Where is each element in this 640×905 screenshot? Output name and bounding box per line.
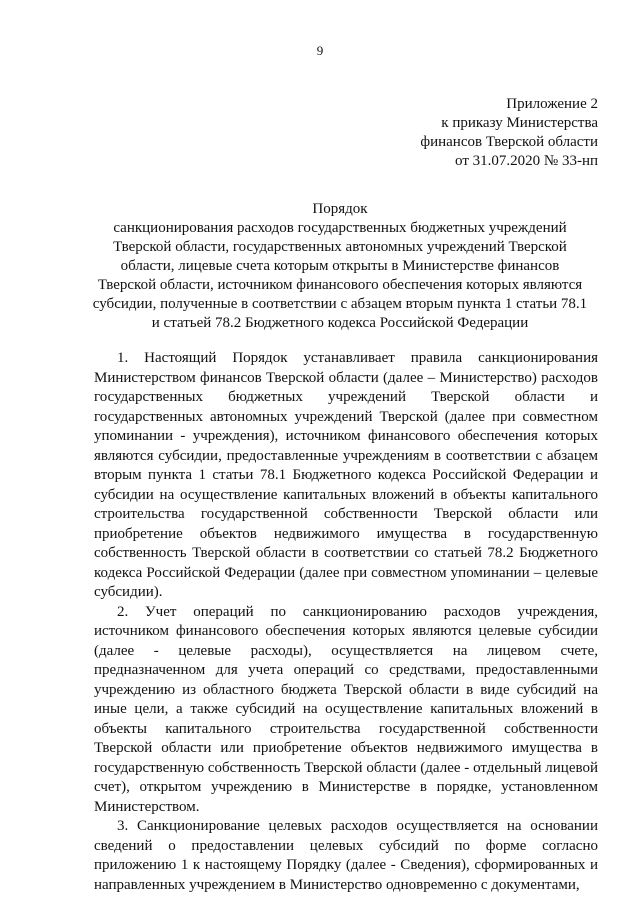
title-line: субсидии, полученные в соответствии с абзацем вторым пункта 1 статьи 78.1 <box>92 296 588 312</box>
appendix-line: финансов Тверской области <box>420 134 598 150</box>
title-line: Тверской области, источником финансового обеспечения которых являются <box>97 277 583 293</box>
appendix-line: Приложение 2 <box>506 96 598 112</box>
title-line: области, лицевые счета которым открыты в Министерстве финансов <box>120 258 560 274</box>
title-line: санкционирования расходов государственных бюджетных учреждений <box>113 220 567 236</box>
title-line: Порядок <box>312 201 368 217</box>
title-line: Тверской области, государственных автономных учреждений Тверской <box>113 239 567 255</box>
document-body <box>94 349 598 895</box>
appendix-block <box>298 95 598 171</box>
paragraph-1: 1. Настоящий Порядок устанавливает правила санкционирования Министерством финансов Тверской области (далее – Министерство) расходов государственных бюджетных учреждений Тверской области и государственных автономных учреждений Тверской (далее при совместном упоминании - учреждения), источником финансового обеспечения которых являются субсидии, предоставленные учреждениям в соответствии с абзацем вторым пункта 1 статьи 78.1 Бюджетного кодекса Российской Федерации и субсидии на осуществление капитальных вложений в объекты капитального строительства государственной собственности Тверской области или приобретение объектов недвижимого имущества в государственную собственность Тверской области в соответствии со статьей 78.2 Бюджетного кодекса Российской Федерации (далее при совместном упоминании – целевые субсидии). <box>94 350 598 600</box>
paragraph-3: 3. Санкционирование целевых расходов осуществляется на основании сведений о предоставлении целевых субсидий по форме согласно приложению 1 к настоящему Порядку (далее - Сведения), сформированных и направленных учреждением в Министерство одновременно с документами, <box>94 818 598 893</box>
paragraph-2: 2. Учет операций по санкционированию расходов учреждения, источником финансового обеспечения которых являются целевые субсидии (далее - целевые расходы), осуществляется на лицевом счете, предназначенном для учета операций со средствами, предоставленными учреждению из областного бюджета Тверской области в виде субсидий на иные цели, а также субсидий на осуществление капитальных вложений в объекты капитального строительства государственной собственности Тверской области или приобретение объектов недвижимого имущества в государственную собственность Тверской области (далее - отдельный лицевой счет), открытом учреждению в Министерстве в порядке, установленном Министерством. <box>94 603 598 815</box>
document-title <box>80 200 600 333</box>
appendix-line: к приказу Министерства <box>441 115 598 131</box>
page-number: 9 <box>316 43 324 58</box>
title-line: и статьей 78.2 Бюджетного кодекса Российской Федерации <box>151 315 529 331</box>
appendix-line: от 31.07.2020 № 33-нп <box>455 153 598 169</box>
